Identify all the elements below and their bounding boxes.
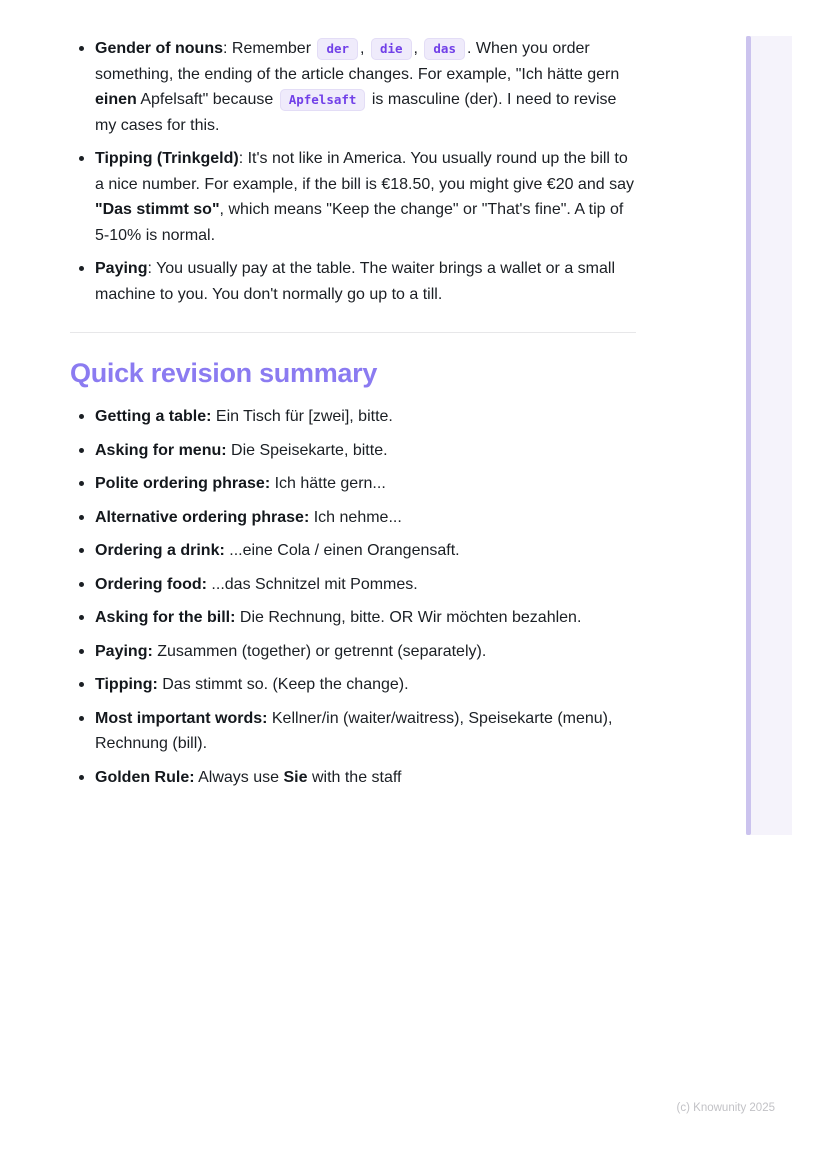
text-segment: Das stimmt so. (Keep the change). (157, 676, 409, 693)
list-item (70, 471, 636, 497)
bold-text: Paying (95, 260, 148, 277)
text-segment: , (360, 40, 369, 57)
bold-text: Gender of nouns (95, 40, 223, 57)
list-item (70, 765, 636, 791)
inline-code-badge: die (371, 38, 412, 60)
document-content (70, 36, 636, 790)
notes-list (70, 36, 636, 307)
bold-text: Golden Rule: (95, 768, 195, 786)
list-item (70, 706, 636, 757)
summary-list (70, 404, 636, 790)
text-segment: ...eine Cola / einen Orangensaft. (224, 542, 460, 559)
bold-text: Polite ordering phrase: (95, 475, 271, 492)
bold-text: Ordering a drink: (95, 542, 225, 559)
footer-credit: (c) Knowunity 2025 (676, 1102, 775, 1114)
text-segment: Ein Tisch für [zwei], bitte. (211, 408, 393, 425)
section-divider (70, 332, 636, 333)
list-item (70, 672, 636, 698)
text-segment: with the staff (307, 768, 402, 786)
list-item (70, 605, 636, 631)
text-segment: Kellner/in (waiter/waitress), Speisekarte (menu), Rechnung (bill). (95, 709, 613, 752)
bold-text: einen (95, 91, 137, 108)
bold-text: Tipping: (95, 676, 158, 693)
scrollbar-track (746, 36, 792, 835)
bold-text: "Das stimmt so" (95, 201, 220, 218)
text-segment: Die Speisekarte, bitte. (226, 441, 388, 459)
list-item (70, 256, 636, 307)
bold-text: Asking for the bill: (95, 609, 236, 626)
bold-text: Ordering food: (95, 575, 207, 593)
list-item (70, 538, 636, 564)
text-segment: Always use (194, 768, 284, 786)
bold-text: Alternative ordering phrase: (95, 508, 310, 526)
text-segment: : Remember (223, 40, 316, 57)
bold-text: Most important words: (95, 709, 268, 727)
list-item (70, 639, 636, 665)
bold-text: Paying: (95, 642, 153, 660)
scrollbar-thumb[interactable] (746, 36, 751, 835)
text-segment: is masculine (der). I need to revise my cases for this. (95, 91, 617, 134)
text-segment: . When you order something, the ending of the article changes. For example, "Ich hätte gern (95, 40, 620, 83)
list-item (70, 36, 636, 138)
bold-text: Asking for menu: (95, 441, 227, 459)
text-segment: , which means "Keep the change" or "That's fine". A tip of 5-10% is normal. (95, 201, 624, 244)
text-segment: Ich nehme... (309, 508, 402, 526)
list-item (70, 146, 636, 248)
text-segment: , (413, 40, 423, 57)
section-heading: Quick revision summary (70, 358, 378, 388)
list-item (70, 404, 636, 430)
list-item (70, 438, 636, 464)
text-segment: : You usually pay at the table. The waiter brings a wallet or a small machine to you. You don't normally go up to a till. (95, 260, 615, 303)
text-segment: Ich hätte gern... (270, 475, 386, 492)
list-item (70, 505, 636, 531)
list-item (70, 572, 636, 598)
text-segment: Die Rechnung, bitte. OR Wir möchten bezahlen. (235, 609, 582, 626)
bold-text: Getting a table: (95, 408, 212, 425)
text-segment: ...das Schnitzel mit Pommes. (206, 575, 418, 593)
bold-text: Sie (283, 768, 308, 786)
text-segment: : It's not like in America. You usually round up the bill to a nice number. For example, if the bill is €18.50, you might give €20 and say (95, 150, 634, 193)
inline-code-badge: Apfelsaft (280, 89, 366, 111)
text-segment: Zusammen (together) or getrennt (separately). (152, 642, 487, 660)
inline-code-badge: das (424, 38, 465, 60)
inline-code-badge: der (317, 38, 358, 60)
bold-text: Tipping (Trinkgeld) (95, 150, 239, 167)
text-segment: Apfelsaft" because (136, 91, 278, 108)
